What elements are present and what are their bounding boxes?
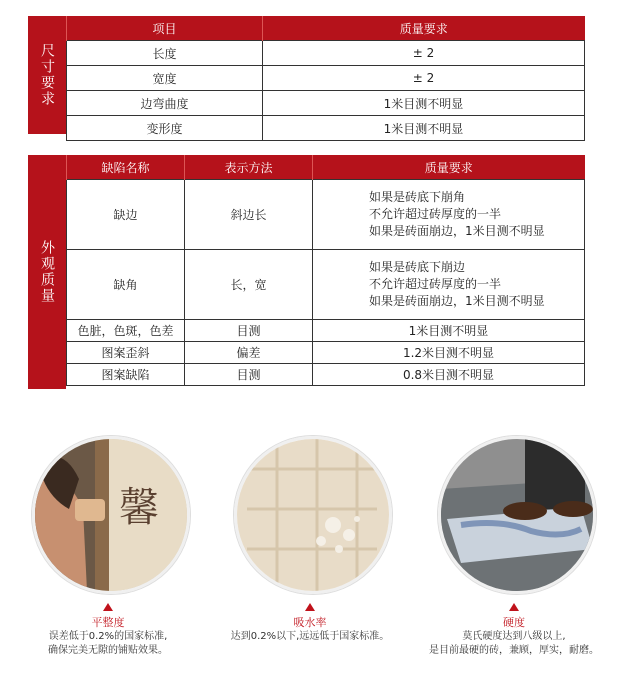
size-cell: 长度 [67, 41, 263, 66]
defect-method: 斜边长 [185, 180, 313, 250]
defect-name: 图案缺陷 [67, 364, 185, 386]
defect-name: 缺角 [67, 250, 185, 320]
feature-desc: 确保完美无隙的铺贴效果。 [48, 645, 168, 656]
defect-name: 缺边 [67, 180, 185, 250]
appearance-header-defect: 缺陷名称 [67, 155, 185, 180]
defect-requirement: 0.8米目测不明显 [313, 364, 585, 386]
size-cell: 边弯曲度 [67, 91, 263, 116]
table-row [67, 320, 585, 342]
table-row [67, 180, 585, 250]
feature-desc: 是目前最硬的砖，兼顾，厚实，耐磨。 [429, 645, 599, 656]
triangle-icon [103, 603, 113, 611]
water-absorption-caption [212, 602, 408, 644]
defect-requirement: 如果是砖底下崩边 不允许超过砖厚度的一半 如果是砖面崩边，1米目测不明显 [313, 250, 585, 320]
defect-requirement: 1.2米目测不明显 [313, 342, 585, 364]
table-row [67, 66, 585, 91]
defect-method: 目测 [185, 320, 313, 342]
appearance-table [66, 155, 585, 386]
defect-name: 图案歪斜 [67, 342, 185, 364]
water-absorption-photo [234, 436, 392, 594]
table-row [67, 41, 585, 66]
size-requirements-block [28, 16, 584, 134]
flatness-caption [10, 602, 206, 658]
size-cell: ± 2 [263, 41, 585, 66]
table-row [67, 116, 585, 141]
feature-title: 平整度 [91, 616, 125, 629]
size-cell: 变形度 [67, 116, 263, 141]
appearance-header-method: 表示方法 [185, 155, 313, 180]
size-header-item: 项目 [67, 16, 263, 41]
appearance-side-label: 外观质量 [28, 155, 66, 389]
size-header-requirement: 质量要求 [263, 16, 585, 41]
defect-requirement: 如果是砖底下崩角 不允许超过砖厚度的一半 如果是砖面崩边，1米目测不明显 [313, 180, 585, 250]
table-row [67, 250, 585, 320]
flatness-photo [32, 436, 190, 594]
feature-desc: 达到0.2%以下,远远低于国家标准。 [230, 631, 390, 642]
table-row [67, 364, 585, 386]
size-table [66, 16, 585, 141]
appearance-quality-block [28, 155, 584, 389]
triangle-icon [305, 603, 315, 611]
hardness-caption [414, 602, 614, 658]
defect-method: 目测 [185, 364, 313, 386]
feature-desc: 莫氏硬度达到八级以上, [462, 631, 566, 642]
defect-requirement: 1米目测不明显 [313, 320, 585, 342]
table-row [67, 342, 585, 364]
size-cell: 宽度 [67, 66, 263, 91]
size-cell: 1米目测不明显 [263, 91, 585, 116]
appearance-header-requirement: 质量要求 [313, 155, 585, 180]
hardness-photo [438, 436, 596, 594]
size-cell: 1米目测不明显 [263, 116, 585, 141]
defect-method: 偏差 [185, 342, 313, 364]
defect-method: 长，宽 [185, 250, 313, 320]
table-row [67, 91, 585, 116]
svg-text:馨: 馨 [119, 485, 159, 531]
size-side-label: 尺寸要求 [28, 16, 66, 134]
feature-title: 硬度 [503, 616, 525, 629]
feature-desc: 误差低于0.2%的国家标准, [48, 631, 168, 642]
feature-title: 吸水率 [293, 616, 327, 629]
size-cell: ± 2 [263, 66, 585, 91]
triangle-icon [509, 603, 519, 611]
defect-name: 色脏，色斑，色差 [67, 320, 185, 342]
